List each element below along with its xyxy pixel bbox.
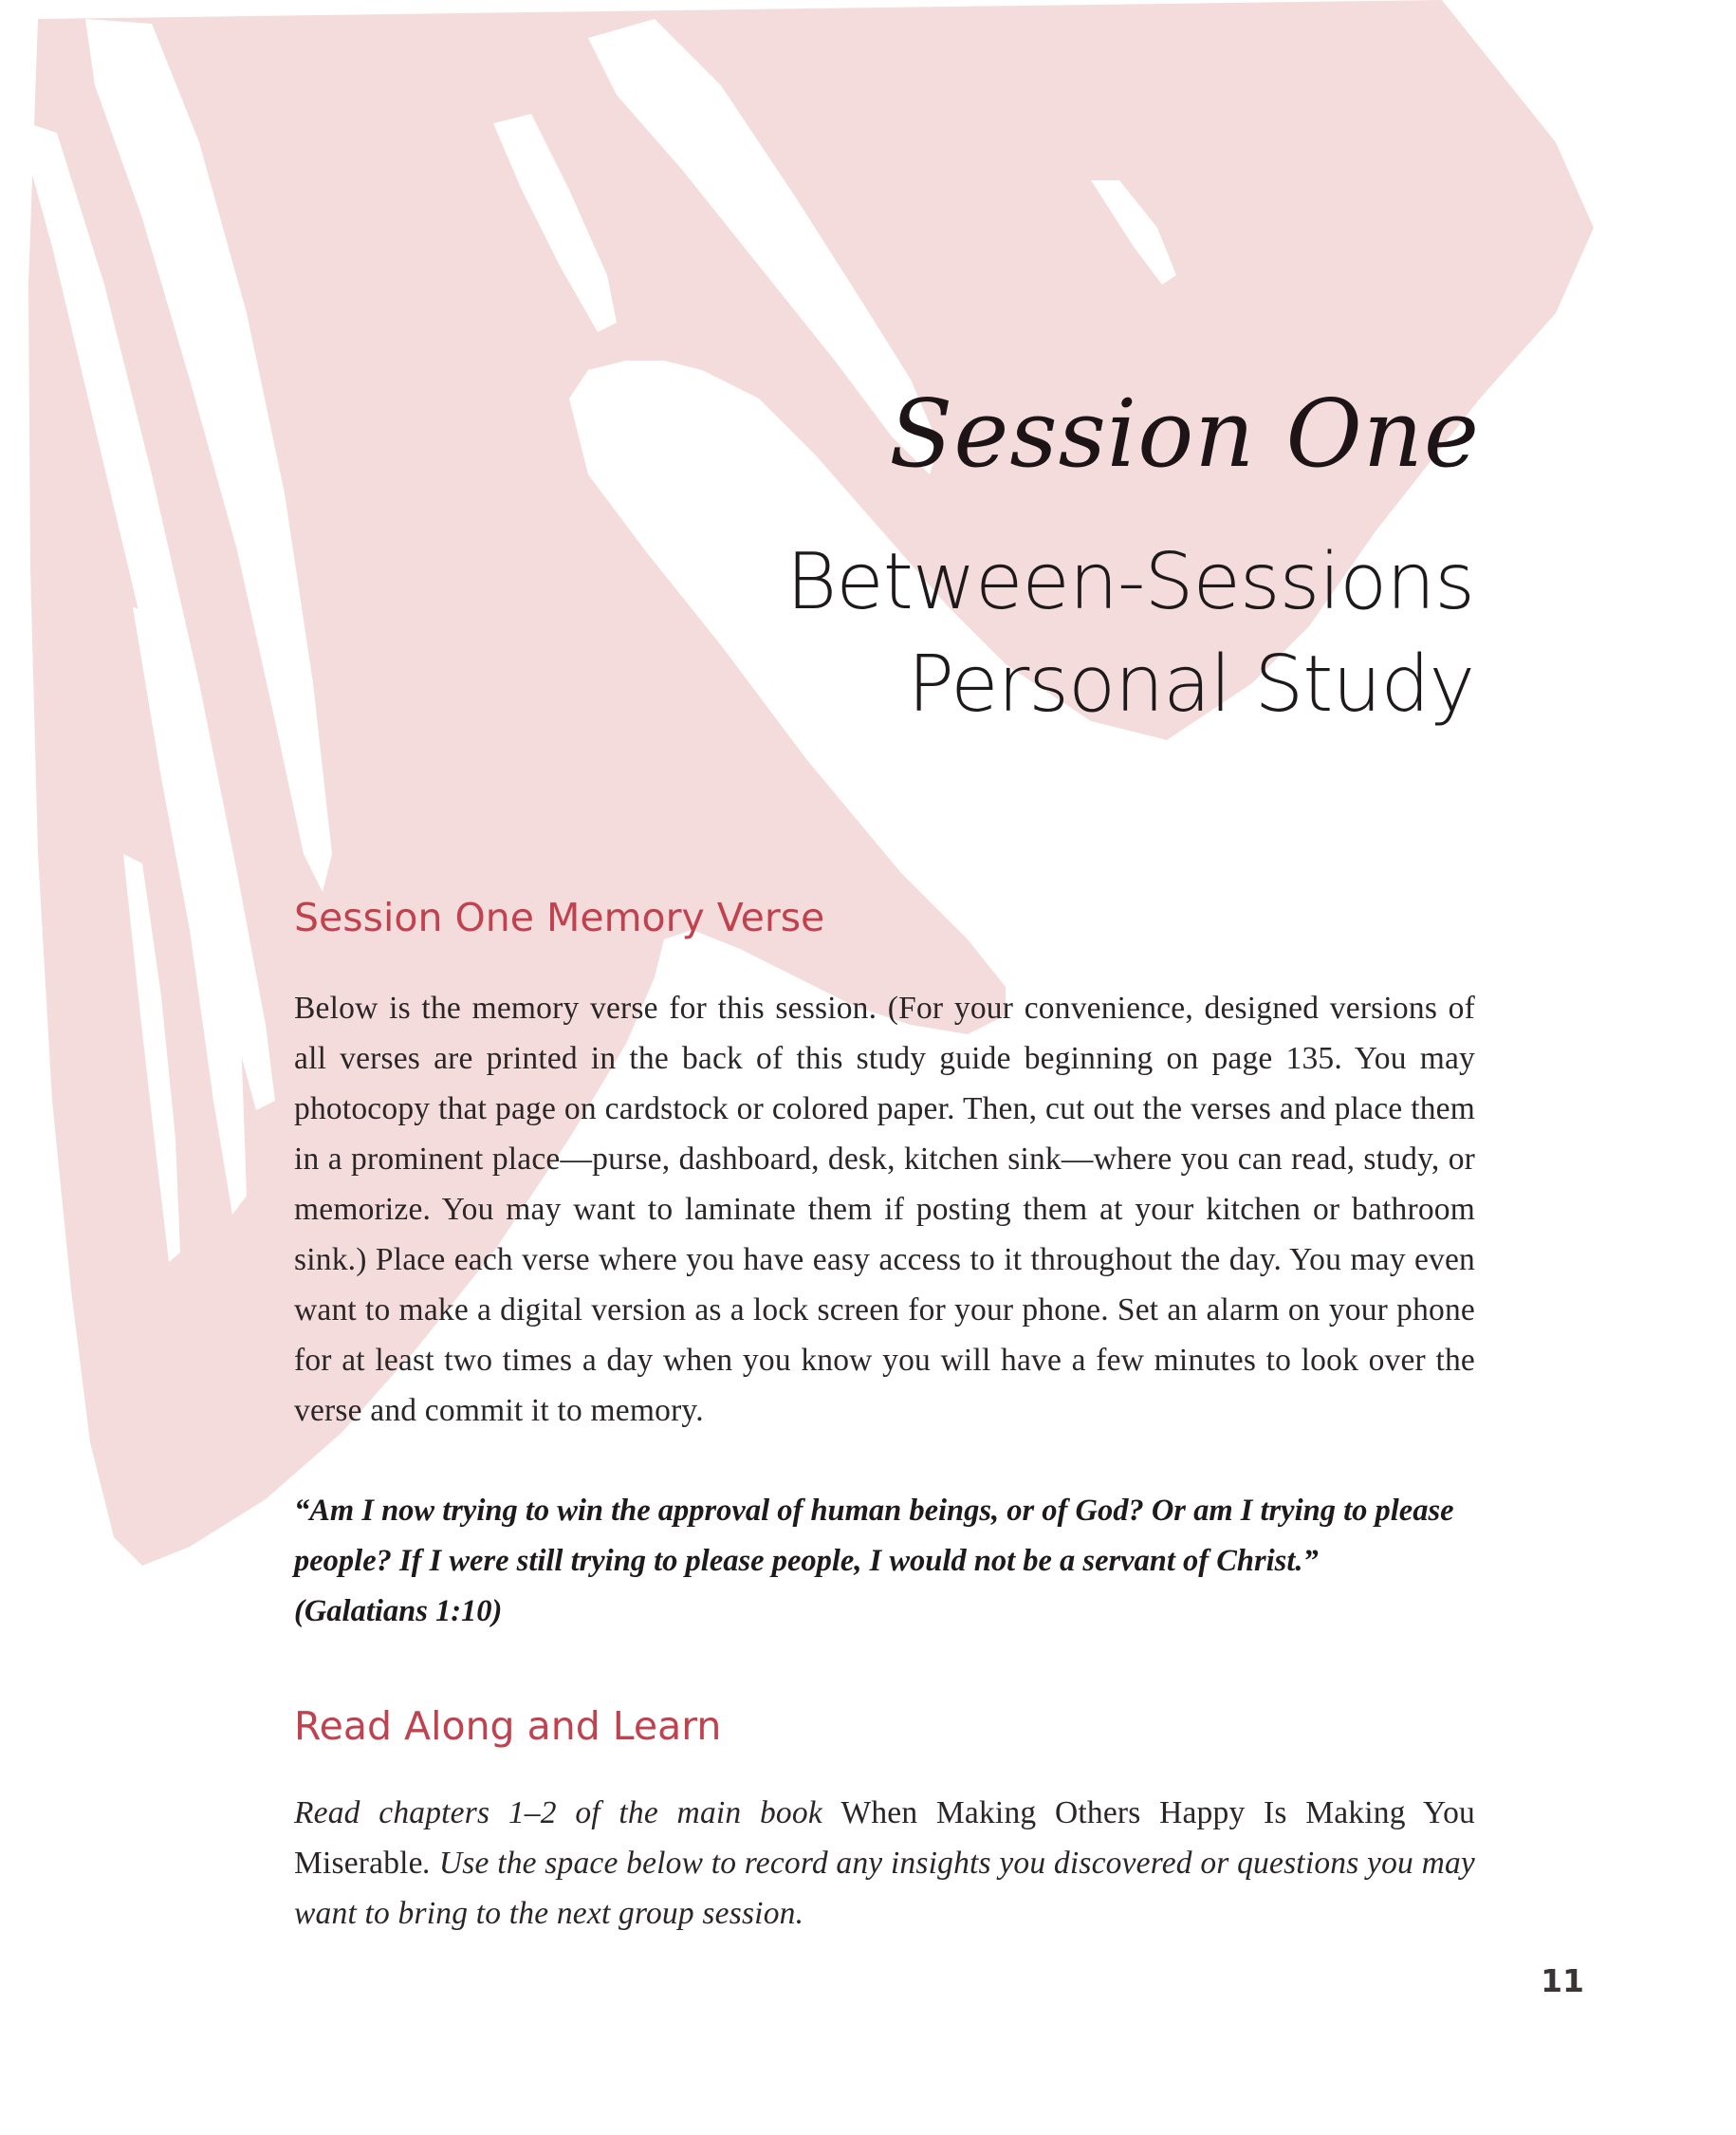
page-title-line-1: Between-Sessions (785, 537, 1474, 627)
read-along-heading: Read Along and Learn (294, 1703, 722, 1749)
memory-verse-heading: Session One Memory Verse (294, 895, 825, 940)
memory-verse-instructions: Below is the memory verse for this session. (For your convenience, designed versions of all verses are printed in the back of this study guide beginning on page 135. You may photocopy that page on cardstock or colored paper. Then, cut out the verses and place them in a prominent place—purse, dashboard, desk, kitchen sink—where you can read, study, or memorize. You may want to laminate them if posting them at your kitchen or bathroom sink.) Place each verse where you have easy access to it throughout the day. You may even want to make a digital version as a lock screen for your phone. Set an alarm on your phone for at least two times a day when you know you will have a few minutes to look over the verse and commit it to memory. (294, 991, 1475, 1428)
read-instruction-part-2: . Use the space below to record any insights you discovered or questions you may want to bring to the next group session. (294, 1846, 1475, 1931)
read-along-instructions (294, 1788, 1475, 1939)
book-title: When Making Others Happy Is Making You Miserable (294, 1795, 1475, 1881)
verse-reference: (Galatians 1:10) (294, 1594, 503, 1628)
page-number: 11 (1541, 1962, 1584, 1999)
read-instruction-part-1: Read chapters 1–2 of the main book (294, 1795, 841, 1830)
page-title-line-2: Personal Study (907, 640, 1474, 730)
memory-verse-quote (294, 1486, 1475, 1637)
verse-text: “Am I now trying to win the approval of human beings, or of God? Or am I trying to please people? If I were still trying to please people, I would not be a servant of Christ.” (294, 1494, 1454, 1578)
page-title (786, 531, 1474, 736)
session-script-heading: Session One (889, 381, 1480, 489)
